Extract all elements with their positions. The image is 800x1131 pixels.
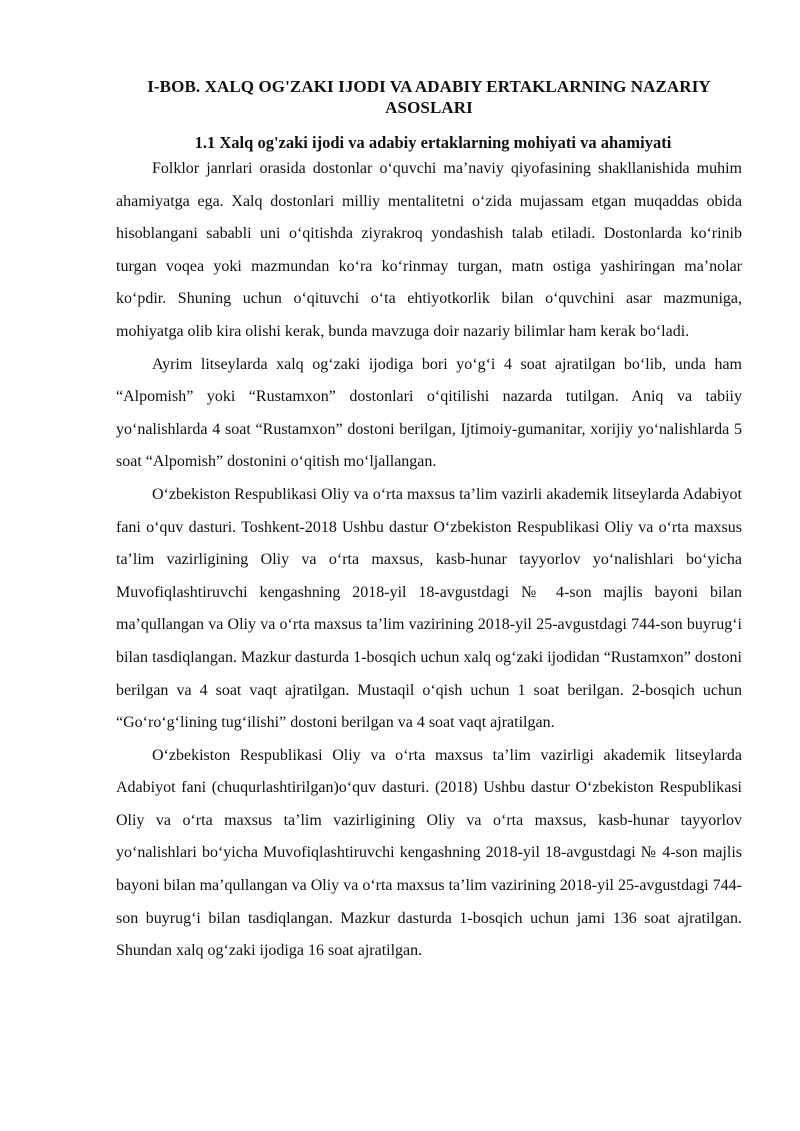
paragraph-1: Folklor janrlari orasida dostonlar o‘quvchi ma’naviy qiyofasining shakllanishida muhim ahamiyatga ega. Xalq dostonlari milliy mentalitetni o‘zida mujassam etgan muqaddas obida hisoblangani sababli uni o‘qitishda ziyrakroq yondashish talab etiladi. Dostonlarda ko‘rinib turgan voqea yoki mazmundan ko‘ra ko‘rinmay turgan, matn ostiga yashiringan ma’nolar ko‘pdir. Shuning uchun o‘qituvchi o‘ta ehtiyotkorlik bilan o‘quvchini asar mazmuniga, mohiyatga olib kira olishi kerak, bunda mavzuga doir nazariy bilimlar ham kerak bo‘ladi. (116, 160, 742, 340)
paragraph-4: O‘zbekiston Respublikasi Oliy va o‘rta maxsus ta’lim vazirligi akademik litseylarda Adabiyot fani (chuqurlashtirilgan)o‘quv dasturi. (2018) Ushbu dastur O‘zbekiston Respublikasi Oliy va o‘rta maxsus ta’lim vazirligining Oliy va o‘rta maxsus, kasb-hunar tayyorlov yo‘nalishlari bo‘yicha Muvofiqlashtiruvchi kengashning 2018-yil 18-avgustdagi № 4-son majlis bayoni bilan ma’qullangan va Oliy va o‘rta maxsus ta’lim vazirining 2018-yil 25-avgustdagi 744-son buyrug‘i bilan tasdiqlangan. Mazkur dasturda 1-bosqich uchun jami 136 soat ajratilgan. Shundan xalq og‘zaki ijodiga 16 soat ajratilgan. (116, 746, 742, 960)
paragraph-3: O‘zbekiston Respublikasi Oliy va o‘rta maxsus ta’lim vazirli akademik litseylarda Adabiyot fani o‘quv dasturi. Toshkent-2018 Ushbu dastur O‘zbekiston Respublikasi Oliy va o‘rta maxsus ta’lim vazirligining Oliy va o‘rta maxsus, kasb-hunar tayyorlov yo‘nalishlari bo‘yicha Muvofiqlashtiruvchi kengashning 2018-yil 18-avgustdagi № 4-son majlis bayoni bilan ma’qullangan va Oliy va o‘rta maxsus ta’lim vazirining 2018-yil 25-avgustdagi 744-son buyrug‘i bilan tasdiqlangan. Mazkur dasturda 1-bosqich uchun xalq og‘zaki ijodidan “Rustamxon” dostoni berilgan va 4 soat vaqt ajratilgan. Mustaqil o‘qish uchun 1 soat berilgan. 2-bosqich uchun “Go‘ro‘g‘lining tug‘ilishi” dostoni berilgan va 4 soat vaqt ajratilgan. (116, 485, 742, 732)
paragraph-2: Ayrim litseylarda xalq og‘zaki ijodiga bori yo‘g‘i 4 soat ajratilgan bo‘lib, unda ham “Alpomish” yoki “Rustamxon” dostonlari o‘qitilishi nazarda tutilgan. Aniq va tabiiy yo‘nalishlarda 4 soat “Rustamxon” dostoni berilgan, Ijtimoiy-gumanitar, xorijiy yo‘nalishlarda 5 soat “Alpomish” dostonini o‘qitish mo‘ljallangan. (116, 355, 742, 471)
chapter-title: I-BOB. XALQ OG'ZAKI IJODI VA ADABIY ERTAKLARNING NAZARIY ASOSLARI (147, 77, 711, 117)
section-title: 1.1 Xalq og'zaki ijodi va adabiy ertaklarning mohiyati va ahamiyati (194, 133, 672, 152)
